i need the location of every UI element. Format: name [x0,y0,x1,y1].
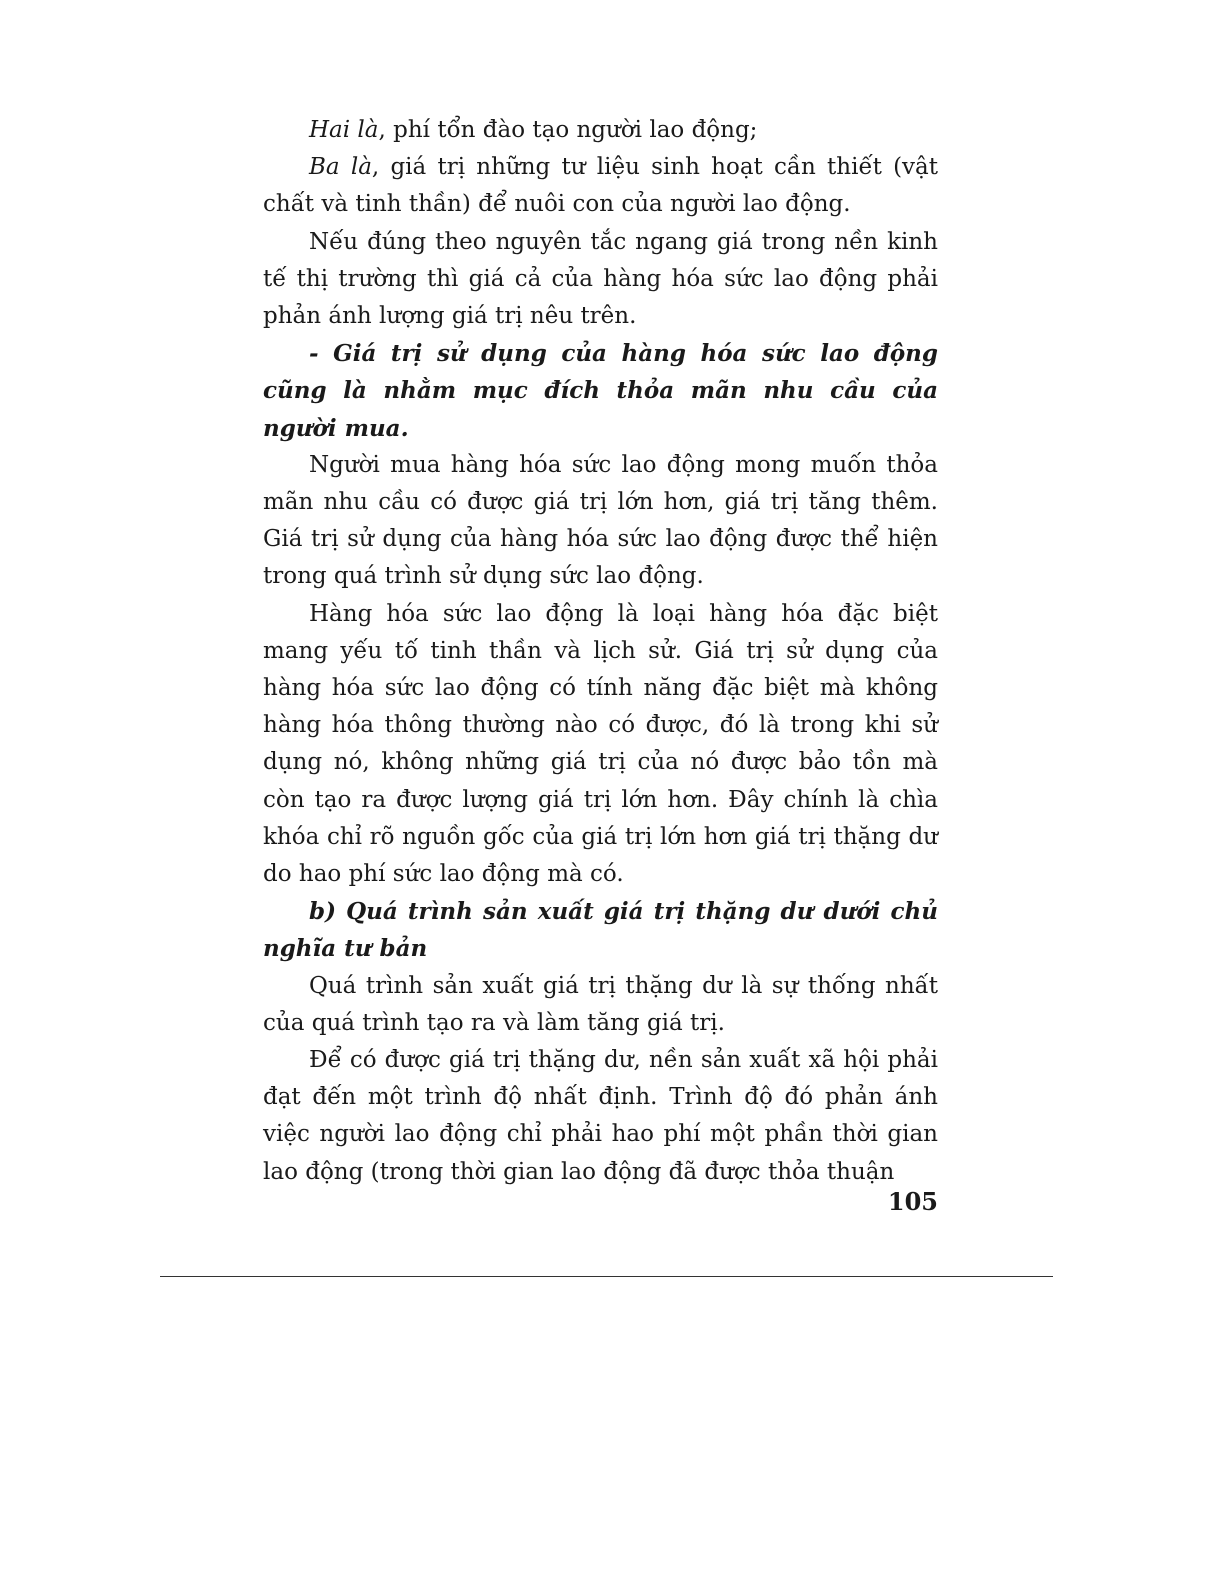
page-number: 105 [887,1187,938,1216]
paragraph-ngang-gia: Nếu đúng theo nguyên tắc ngang giá trong nền kinh tế thị trường thì giá cả của hàng hóa sức lao động phải phản ánh lượng giá trị nêu trên. [263,228,938,330]
paragraph-hai-la [263,112,938,149]
paragraph-de-co-duoc: Để có được giá trị thặng dư, nền sản xuất xã hội phải đạt đến một trình độ nhất định. Trình độ đó phản ánh việc người lao động chỉ phải hao phí một phần thời gian lao động (trong thời gian lao động đã được thỏa thuận [263,1047,938,1185]
paragraph-ba-la [263,149,938,223]
footer-divider [160,1276,1053,1277]
heading-gia-tri-su-dung: - Giá trị sử dụng của hàng hóa sức lao động cũng là nhằm mục đích thỏa mãn nhu cầu của người mua. [263,340,938,442]
paragraph-text: , giá trị những tư liệu sinh hoạt cần thiết (vật chất và tinh thần) để nuôi con của người lao động. [263,154,939,218]
paragraph-hang-hoa-dac-biet: Hàng hóa sức lao động là loại hàng hóa đặc biệt mang yếu tố tinh thần và lịch sử. Giá trị sử dụng của hàng hóa sức lao động có tính năng đặc biệt mà không hàng hóa thông thường nào có được, đó là trong khi sử dụng nó, không những giá trị của nó được bảo tồn mà còn tạo ra được lượng giá trị lớn hơn. Đây chính là chìa khóa chỉ rõ nguồn gốc của giá trị lớn hơn giá trị thặng dư do hao phí sức lao động mà có. [263,600,938,888]
section-heading-b: b) Quá trình sản xuất giá trị thặng dư dưới chủ nghĩa tư bản [263,898,938,963]
paragraph-qua-trinh: Quá trình sản xuất giá trị thặng dư là sự thống nhất của quá trình tạo ra và làm tăng giá trị. [263,972,938,1036]
lead-hai-la: Hai là [309,117,379,143]
page-body [263,112,938,1191]
lead-ba-la: Ba là [309,154,372,181]
paragraph-nguoi-mua: Người mua hàng hóa sức lao động mong muốn thỏa mãn nhu cầu có được giá trị lớn hơn, giá trị tăng thêm. Giá trị sử dụng của hàng hóa sức lao động được thể hiện trong quá trình sử dụng sức lao động. [263,451,938,590]
paragraph-text: , phí tổn đào tạo người lao động; [378,117,758,143]
